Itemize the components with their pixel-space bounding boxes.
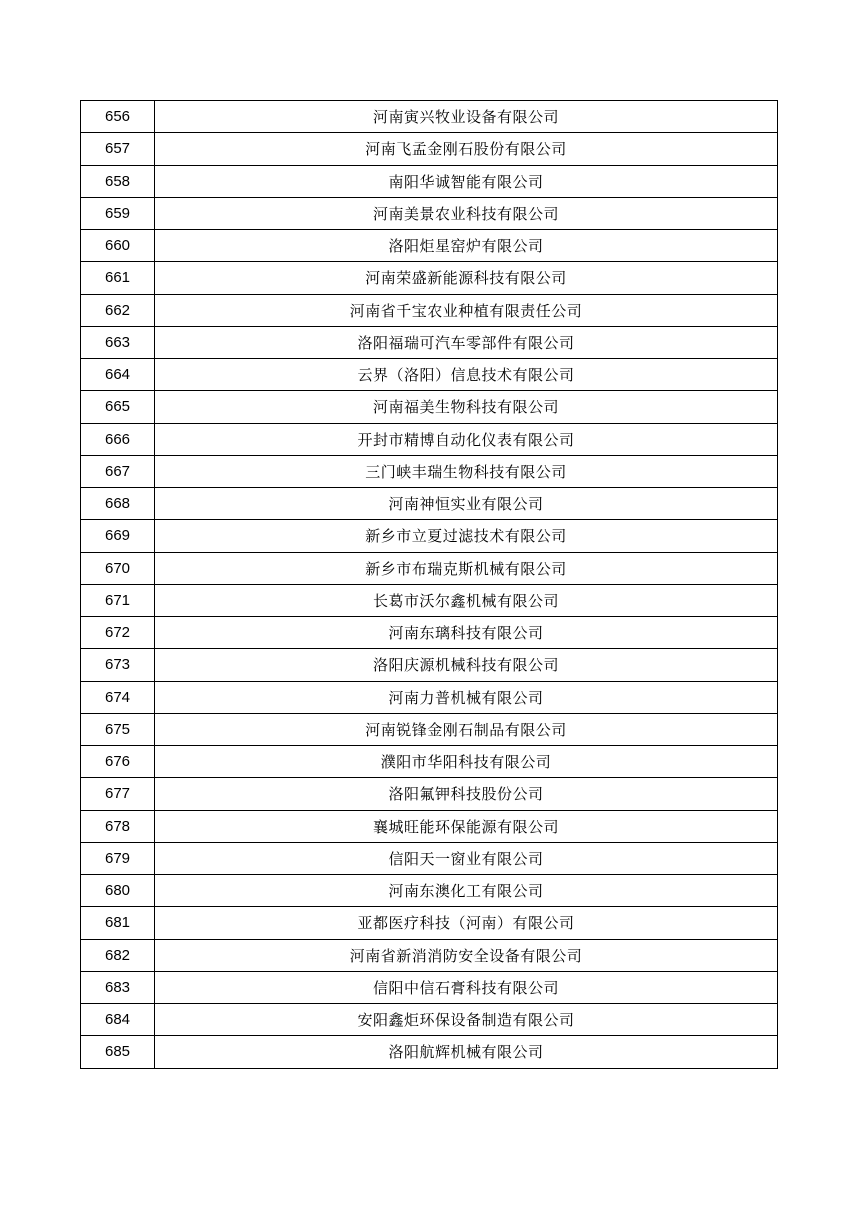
table-row (81, 939, 778, 971)
row-number-cell: 668 (81, 488, 155, 520)
company-name-cell: 洛阳氟钾科技股份公司 (155, 778, 778, 810)
table-row (81, 907, 778, 939)
row-number-cell: 674 (81, 681, 155, 713)
company-name-cell: 洛阳航辉机械有限公司 (155, 1036, 778, 1068)
company-name-cell: 洛阳庆源机械科技有限公司 (155, 649, 778, 681)
row-number-cell: 657 (81, 133, 155, 165)
row-number-cell: 670 (81, 552, 155, 584)
company-name-cell: 河南省千宝农业种植有限责任公司 (155, 294, 778, 326)
company-name-cell: 新乡市布瑞克斯机械有限公司 (155, 552, 778, 584)
row-number-cell: 666 (81, 423, 155, 455)
table-row (81, 230, 778, 262)
table-row (81, 359, 778, 391)
table-body (81, 101, 778, 1069)
row-number-cell: 662 (81, 294, 155, 326)
row-number-cell: 656 (81, 101, 155, 133)
table-row (81, 746, 778, 778)
company-name-cell: 河南荣盛新能源科技有限公司 (155, 262, 778, 294)
table-row (81, 197, 778, 229)
row-number-cell: 669 (81, 520, 155, 552)
table-row (81, 649, 778, 681)
company-name-cell: 南阳华诚智能有限公司 (155, 165, 778, 197)
company-name-cell: 河南锐锋金刚石制品有限公司 (155, 713, 778, 745)
company-name-cell: 河南神恒实业有限公司 (155, 488, 778, 520)
company-name-cell: 河南寅兴牧业设备有限公司 (155, 101, 778, 133)
row-number-cell: 675 (81, 713, 155, 745)
company-name-cell: 河南美景农业科技有限公司 (155, 197, 778, 229)
table-row (81, 423, 778, 455)
row-number-cell: 680 (81, 875, 155, 907)
table-row (81, 391, 778, 423)
row-number-cell: 659 (81, 197, 155, 229)
table-row (81, 262, 778, 294)
company-name-cell: 三门峡丰瑞生物科技有限公司 (155, 455, 778, 487)
row-number-cell: 683 (81, 971, 155, 1003)
table-row (81, 552, 778, 584)
row-number-cell: 676 (81, 746, 155, 778)
row-number-cell: 671 (81, 584, 155, 616)
company-name-cell: 云界（洛阳）信息技术有限公司 (155, 359, 778, 391)
table-row (81, 971, 778, 1003)
row-number-cell: 682 (81, 939, 155, 971)
company-name-cell: 洛阳炬星窑炉有限公司 (155, 230, 778, 262)
row-number-cell: 665 (81, 391, 155, 423)
table-row (81, 681, 778, 713)
company-list-table (80, 100, 778, 1069)
table-row (81, 584, 778, 616)
row-number-cell: 673 (81, 649, 155, 681)
company-name-cell: 信阳天一窗业有限公司 (155, 842, 778, 874)
company-name-cell: 河南东澳化工有限公司 (155, 875, 778, 907)
table-row (81, 101, 778, 133)
company-name-cell: 开封市精博自动化仪表有限公司 (155, 423, 778, 455)
row-number-cell: 664 (81, 359, 155, 391)
table-row (81, 810, 778, 842)
table-row (81, 778, 778, 810)
table-row (81, 455, 778, 487)
row-number-cell: 681 (81, 907, 155, 939)
row-number-cell: 684 (81, 1004, 155, 1036)
table-row (81, 133, 778, 165)
table-row (81, 165, 778, 197)
company-name-cell: 信阳中信石膏科技有限公司 (155, 971, 778, 1003)
row-number-cell: 660 (81, 230, 155, 262)
company-name-cell: 新乡市立夏过滤技术有限公司 (155, 520, 778, 552)
table-row (81, 520, 778, 552)
company-name-cell: 濮阳市华阳科技有限公司 (155, 746, 778, 778)
company-name-cell: 河南福美生物科技有限公司 (155, 391, 778, 423)
table-row (81, 713, 778, 745)
table-row (81, 488, 778, 520)
table-row (81, 875, 778, 907)
table-row (81, 1036, 778, 1068)
company-name-cell: 亚都医疗科技（河南）有限公司 (155, 907, 778, 939)
table-row (81, 1004, 778, 1036)
row-number-cell: 685 (81, 1036, 155, 1068)
company-name-cell: 洛阳福瑞可汽车零部件有限公司 (155, 326, 778, 358)
company-name-cell: 河南东璃科技有限公司 (155, 617, 778, 649)
company-name-cell: 河南省新消消防安全设备有限公司 (155, 939, 778, 971)
company-name-cell: 安阳鑫炬环保设备制造有限公司 (155, 1004, 778, 1036)
row-number-cell: 661 (81, 262, 155, 294)
row-number-cell: 672 (81, 617, 155, 649)
table-row (81, 326, 778, 358)
row-number-cell: 663 (81, 326, 155, 358)
table-row (81, 294, 778, 326)
table-row (81, 842, 778, 874)
row-number-cell: 658 (81, 165, 155, 197)
company-name-cell: 河南飞孟金刚石股份有限公司 (155, 133, 778, 165)
row-number-cell: 678 (81, 810, 155, 842)
company-name-cell: 长葛市沃尔鑫机械有限公司 (155, 584, 778, 616)
company-name-cell: 襄城旺能环保能源有限公司 (155, 810, 778, 842)
row-number-cell: 667 (81, 455, 155, 487)
row-number-cell: 677 (81, 778, 155, 810)
company-name-cell: 河南力普机械有限公司 (155, 681, 778, 713)
table-row (81, 617, 778, 649)
row-number-cell: 679 (81, 842, 155, 874)
